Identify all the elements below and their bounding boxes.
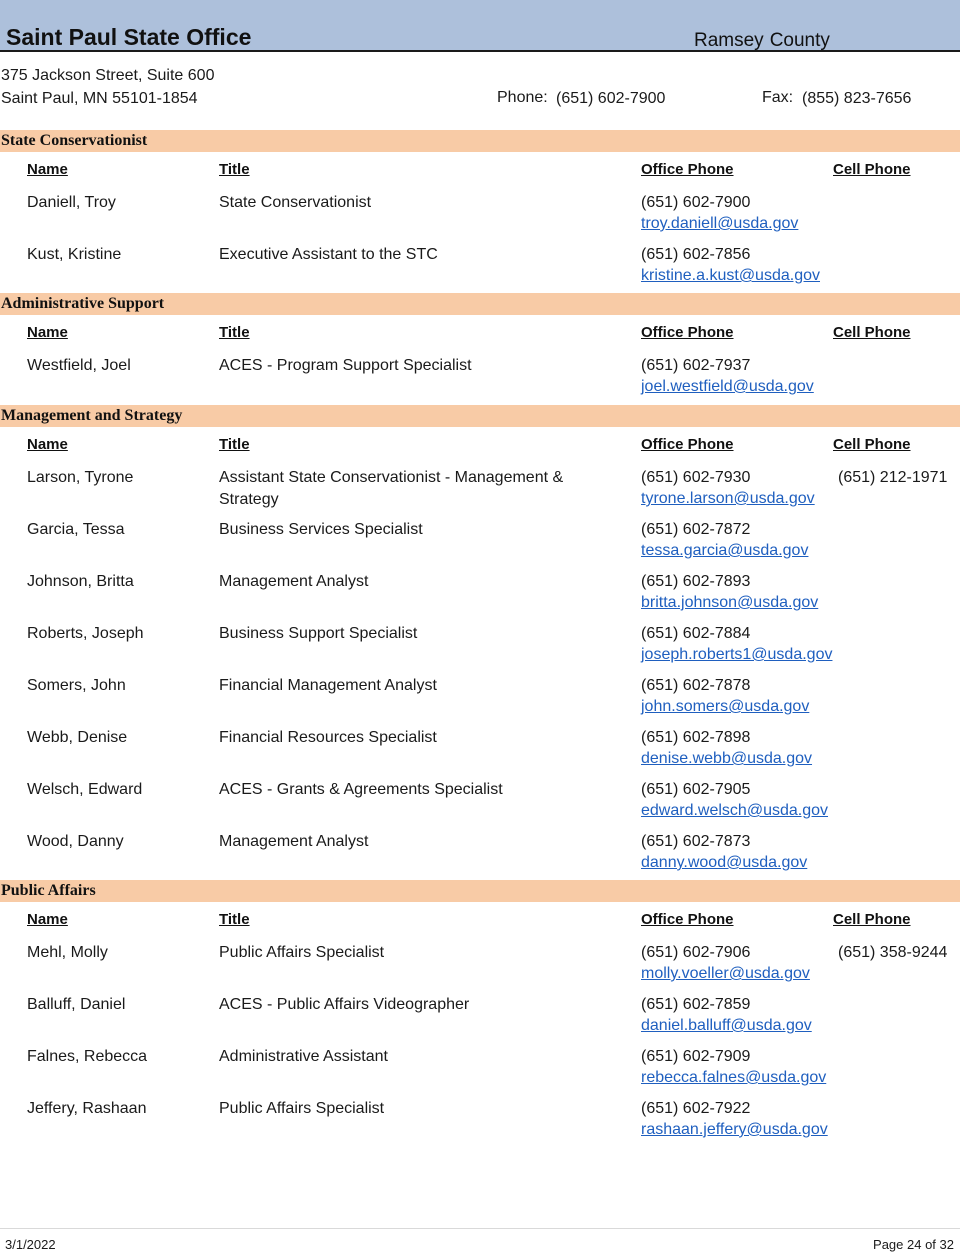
section-header [0, 405, 960, 427]
office-fax: (855) 823-7656 [802, 90, 912, 107]
staff-title: Public Affairs Specialist [219, 1100, 385, 1117]
office-title: Saint Paul State Office [6, 24, 252, 50]
staff-title: ACES - Grants & Agreements Specialist [219, 781, 503, 798]
county-label [694, 30, 830, 52]
section-header [0, 880, 960, 902]
staff-email-link[interactable]: tessa.garcia@usda.gov [641, 542, 809, 559]
staff-email-link[interactable]: joel.westfield@usda.gov [641, 378, 814, 395]
staff-name: Jeffery, Rashaan [27, 1100, 147, 1117]
staff-title: Assistant State Conservationist - Management & [219, 469, 564, 486]
staff-office-phone: (651) 602-7937 [641, 357, 751, 374]
staff-title: Business Support Specialist [219, 625, 418, 642]
staff-name: Balluff, Daniel [27, 996, 126, 1013]
staff-office-phone: (651) 602-7922 [641, 1100, 751, 1117]
staff-email-link[interactable]: edward.welsch@usda.gov [641, 802, 829, 819]
staff-email-link[interactable]: danny.wood@usda.gov [641, 854, 808, 871]
section-title: State Conservationist [1, 132, 148, 149]
staff-title: ACES - Program Support Specialist [219, 357, 472, 374]
column-header-cell-phone: Cell Phone [833, 436, 911, 453]
staff-title-continued: Strategy [219, 491, 279, 508]
address-line-1: 375 Jackson Street, Suite 600 [1, 67, 215, 84]
staff-name: Daniell, Troy [27, 194, 116, 211]
column-header-office-phone: Office Phone [641, 324, 734, 341]
staff-name: Falnes, Rebecca [27, 1048, 148, 1065]
column-header-office-phone: Office Phone [641, 161, 734, 178]
staff-cell-phone: (651) 212-1971 [838, 469, 948, 486]
staff-title: State Conservationist [219, 194, 372, 211]
staff-office-phone: (651) 602-7878 [641, 677, 751, 694]
column-header-name: Name [27, 161, 68, 178]
staff-title: Management Analyst [219, 833, 369, 850]
staff-email-link[interactable]: rashaan.jeffery@usda.gov [641, 1121, 828, 1138]
staff-email-link[interactable]: kristine.a.kust@usda.gov [641, 267, 820, 284]
staff-email-link[interactable]: daniel.balluff@usda.gov [641, 1017, 812, 1034]
column-header-office-phone: Office Phone [641, 911, 734, 928]
staff-title: Financial Resources Specialist [219, 729, 437, 746]
footer-date: 3/1/2022 [5, 1237, 56, 1252]
staff-cell-phone: (651) 358-9244 [838, 944, 948, 961]
staff-email-link[interactable]: tyrone.larson@usda.gov [641, 490, 815, 507]
staff-office-phone: (651) 602-7909 [641, 1048, 751, 1065]
staff-office-phone: (651) 602-7893 [641, 573, 751, 590]
staff-name: Somers, John [27, 677, 126, 694]
staff-office-phone: (651) 602-7900 [641, 194, 751, 211]
section-title: Public Affairs [1, 882, 96, 899]
footer-divider [0, 1228, 960, 1229]
staff-email-link[interactable]: joseph.roberts1@usda.gov [641, 646, 833, 663]
staff-title: Public Affairs Specialist [219, 944, 385, 961]
footer-page-number: Page 24 of 32 [873, 1237, 954, 1252]
column-header-cell-phone: Cell Phone [833, 911, 911, 928]
staff-name: Larson, Tyrone [27, 469, 134, 486]
column-header-title: Title [219, 324, 250, 341]
column-header-name: Name [27, 324, 68, 341]
staff-name: Webb, Denise [27, 729, 128, 746]
phone-label: Phone: [497, 89, 548, 106]
staff-title: Management Analyst [219, 573, 369, 590]
staff-name: Westfield, Joel [27, 357, 131, 374]
section-header [0, 293, 960, 315]
column-header-title: Title [219, 161, 250, 178]
column-header-title: Title [219, 436, 250, 453]
staff-name: Kust, Kristine [27, 246, 122, 263]
staff-email-link[interactable]: rebecca.falnes@usda.gov [641, 1069, 827, 1086]
column-header-office-phone: Office Phone [641, 436, 734, 453]
staff-title: Financial Management Analyst [219, 677, 437, 694]
column-header-cell-phone: Cell Phone [833, 324, 911, 341]
staff-name: Roberts, Joseph [27, 625, 144, 642]
staff-title: ACES - Public Affairs Videographer [219, 996, 470, 1013]
staff-email-link[interactable]: britta.johnson@usda.gov [641, 594, 819, 611]
staff-office-phone: (651) 602-7873 [641, 833, 751, 850]
staff-title: Business Services Specialist [219, 521, 423, 538]
staff-office-phone: (651) 602-7856 [641, 246, 751, 263]
staff-office-phone: (651) 602-7906 [641, 944, 751, 961]
column-header-cell-phone: Cell Phone [833, 161, 911, 178]
staff-email-link[interactable]: denise.webb@usda.gov [641, 750, 813, 767]
section-header [0, 130, 960, 152]
staff-email-link[interactable]: troy.daniell@usda.gov [641, 215, 799, 232]
staff-office-phone: (651) 602-7930 [641, 469, 751, 486]
fax-label: Fax: [762, 89, 794, 106]
office-main-phone: (651) 602-7900 [556, 90, 666, 107]
staff-office-phone: (651) 602-7859 [641, 996, 751, 1013]
section-title: Administrative Support [1, 295, 165, 312]
county-word: County [769, 30, 830, 51]
staff-office-phone: (651) 602-7905 [641, 781, 751, 798]
staff-title: Administrative Assistant [219, 1048, 388, 1065]
staff-name: Garcia, Tessa [27, 521, 125, 538]
staff-name: Welsch, Edward [27, 781, 143, 798]
staff-name: Mehl, Molly [27, 944, 108, 961]
staff-office-phone: (651) 602-7884 [641, 625, 751, 642]
staff-name: Johnson, Britta [27, 573, 134, 590]
section-title: Management and Strategy [1, 407, 183, 424]
staff-name: Wood, Danny [27, 833, 124, 850]
staff-email-link[interactable]: molly.voeller@usda.gov [641, 965, 810, 982]
staff-office-phone: (651) 602-7872 [641, 521, 751, 538]
column-header-title: Title [219, 911, 250, 928]
staff-title: Executive Assistant to the STC [219, 246, 438, 263]
address-line-2: Saint Paul, MN 55101-1854 [1, 90, 198, 107]
staff-office-phone: (651) 602-7898 [641, 729, 751, 746]
county-name: Ramsey [694, 30, 764, 51]
column-header-name: Name [27, 436, 68, 453]
staff-email-link[interactable]: john.somers@usda.gov [641, 698, 810, 715]
column-header-name: Name [27, 911, 68, 928]
